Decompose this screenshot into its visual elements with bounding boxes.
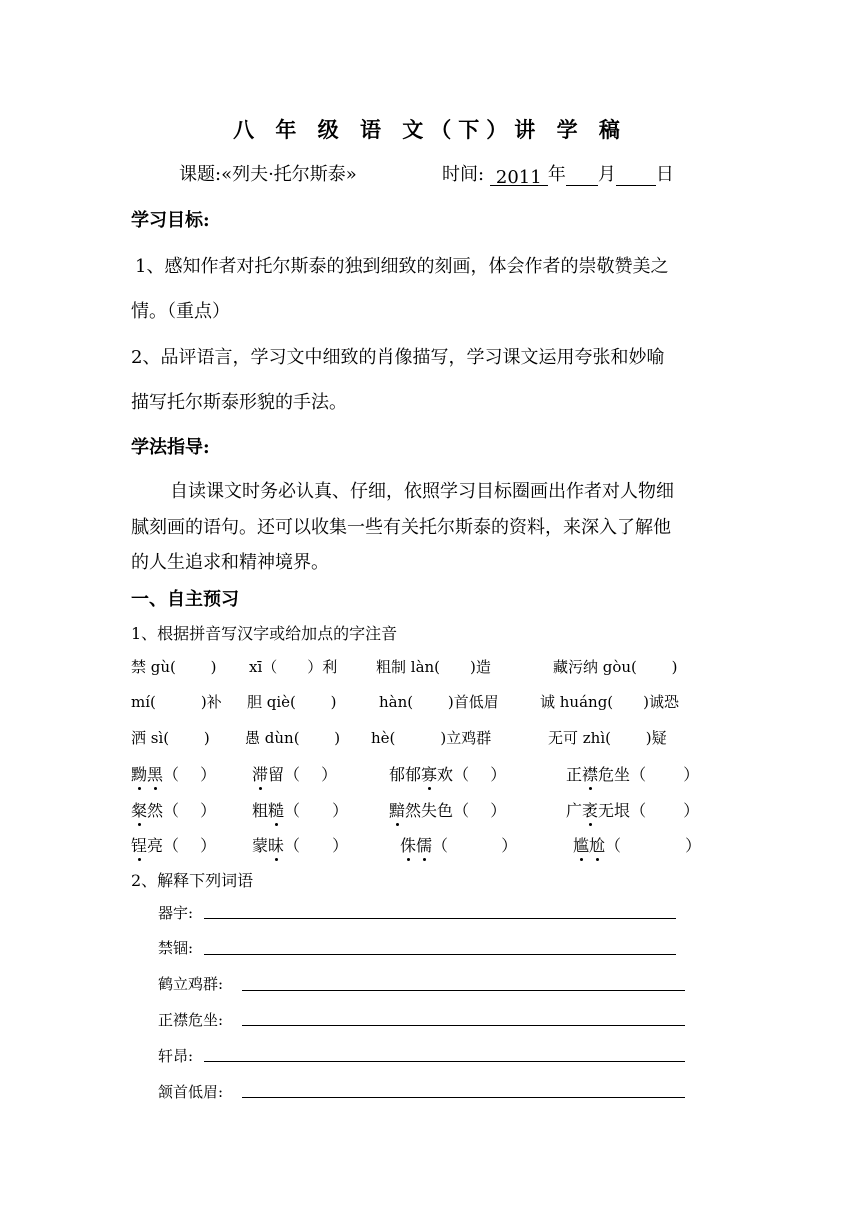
- method-line-3: 的人生追求和精神境界。: [131, 552, 329, 573]
- answer-line[interactable]: [242, 1025, 685, 1026]
- pinyin-item: 愚 dùn( ): [245, 729, 341, 747]
- dotted-word-item: 黯然失色（ ）: [389, 798, 506, 821]
- topic-label: 课题:«列夫·托尔斯泰»: [179, 164, 357, 185]
- goal-2-line-1: 2、品评语言，学习文中细致的肖像描写，学习课文运用夸张和妙喻: [131, 347, 665, 368]
- goal-1-line-1: 1、感知作者对托尔斯泰的独到细致的刻画，体会作者的崇敬赞美之: [135, 256, 669, 277]
- answer-line[interactable]: [242, 1097, 685, 1098]
- question-2: 2、解释下列词语: [131, 871, 254, 890]
- method-line-2: 腻刻画的语句。还可以收集一些有关托尔斯泰的资料，来深入了解他: [131, 517, 671, 538]
- term-label: 正襟危坐:: [158, 1011, 224, 1029]
- pinyin-item: 粗制 làn( )造: [376, 658, 491, 676]
- pinyin-item: 藏污纳 gòu( ): [553, 658, 678, 676]
- answer-line[interactable]: [204, 954, 676, 955]
- pinyin-item: mí( )补: [131, 693, 222, 711]
- question-1: 1、根据拼音写汉字或给加点的字注音: [131, 624, 398, 643]
- year-unit: 年: [547, 164, 566, 185]
- term-label: 器宇:: [158, 904, 194, 922]
- answer-line[interactable]: [204, 918, 676, 919]
- pinyin-item: 无可 zhì( )疑: [548, 729, 667, 747]
- pinyin-item: hè( )立鸡群: [371, 729, 492, 747]
- method-heading: 学法指导:: [131, 437, 210, 458]
- pinyin-item: xī（ ）利: [249, 658, 338, 676]
- dotted-word-item: 正襟危坐（ ）: [566, 762, 699, 785]
- dotted-word-item: 滞留（ ）: [252, 762, 337, 785]
- month-blank: [566, 167, 598, 186]
- dotted-word-item: 广袤无垠（ ）: [566, 798, 699, 821]
- pinyin-item: hàn( )首低眉: [379, 693, 499, 711]
- dotted-word-item: 蒙昧（ ）: [252, 833, 348, 856]
- goals-heading: 学习目标:: [131, 210, 210, 231]
- dotted-word-item: 粲然（ ）: [131, 798, 216, 821]
- section-1-heading: 一、自主预习: [131, 589, 239, 610]
- year-value: 2011: [490, 167, 548, 186]
- term-label: 颔首低眉:: [158, 1083, 224, 1101]
- pinyin-item: 洒 sì( ): [131, 729, 210, 747]
- pinyin-item: 诚 huáng( )诚恐: [540, 693, 679, 711]
- answer-line[interactable]: [204, 1061, 685, 1062]
- term-label: 轩昂:: [158, 1047, 194, 1065]
- method-line-1: 自读课文时务必认真、仔细，依照学习目标圈画出作者对人物细: [170, 481, 674, 502]
- dotted-word-item: 侏儒（ ）: [400, 833, 517, 856]
- time-field: [442, 160, 674, 186]
- time-label: 时间:: [442, 164, 485, 185]
- dotted-word-item: 粗糙（ ）: [252, 798, 348, 821]
- day-blank: [616, 167, 656, 186]
- term-label: 鹤立鸡群:: [158, 975, 224, 993]
- goal-2-line-2: 描写托尔斯泰形貌的手法。: [131, 392, 347, 413]
- goal-1-line-2: 情。（重点）: [131, 301, 230, 322]
- dotted-word-item: 尴尬（ ）: [573, 833, 701, 856]
- pinyin-item: 禁 gù( ): [131, 658, 217, 676]
- pinyin-item: 胆 qiè( ): [247, 693, 337, 711]
- dotted-word-item: 郁郁寡欢（ ）: [389, 762, 506, 785]
- answer-line[interactable]: [242, 990, 685, 991]
- page-title: 八 年 级 语 文（下）讲 学 稿: [233, 117, 627, 142]
- month-unit: 月: [597, 164, 616, 185]
- term-label: 禁锢:: [158, 939, 194, 957]
- day-unit: 日: [655, 164, 674, 185]
- dotted-word-item: 锃亮（ ）: [131, 833, 216, 856]
- dotted-word-item: 黝黑（ ）: [131, 762, 216, 785]
